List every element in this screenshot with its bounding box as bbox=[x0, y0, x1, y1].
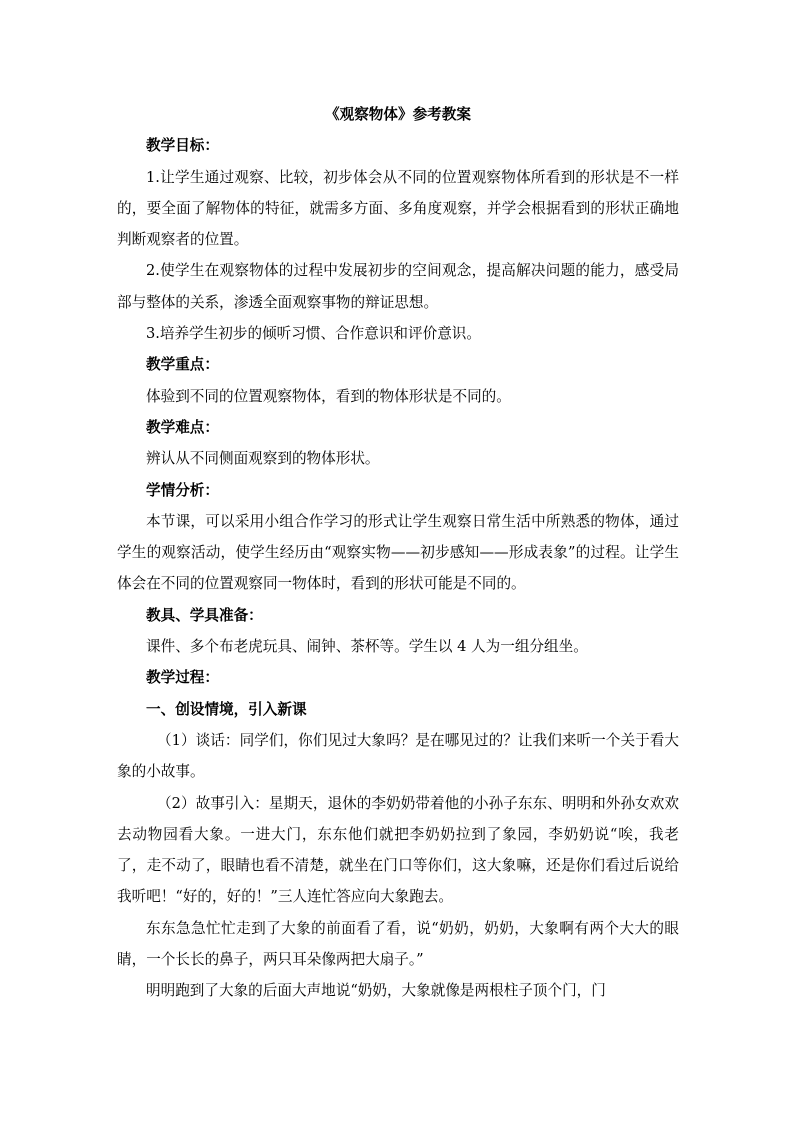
document-body bbox=[117, 99, 679, 1007]
preparation-text: 课件、多个布老虎玩具、闹钟、茶杯等。学生以 4 人为一组分组坐。 bbox=[146, 638, 588, 656]
objective-item: 3.培养学生初步的倾听习惯、合作意识和评价意识。 bbox=[146, 325, 481, 343]
step-one-item: （1）谈话：同学们，你们见过大象吗？是在哪见过的？让我们来听一个关于看大象的小故事。 bbox=[117, 731, 679, 781]
preparation-heading: 教具、学具准备： bbox=[146, 606, 263, 624]
key-point-heading: 教学重点： bbox=[146, 356, 219, 374]
difficulty-heading: 教学难点： bbox=[146, 418, 219, 436]
objectives-heading: 教学目标： bbox=[146, 137, 219, 155]
objective-item: 1.让学生通过观察、比较，初步体会从不同的位置观察物体所看到的形状是不一样的，要全面了解物体的特征，就需多方面、多角度观察，并学会根据看到的形状正确地判断观察者的位置。 bbox=[117, 168, 679, 249]
analysis-text: 本节课，可以采用小组合作学习的形式让学生观察日常生活中所熟悉的物体，通过学生的观察活动，使学生经历由“观察实物——初步感知——形成表象”的过程。让学生体会在不同的位置观察同一物体时，看到的形状可能是不同的。 bbox=[117, 512, 679, 593]
objective-item: 2.使学生在观察物体的过程中发展初步的空间观念，提高解决问题的能力，感受局部与整体的关系，渗透全面观察事物的辩证思想。 bbox=[117, 262, 679, 311]
step-one-item: （2）故事引入：星期天，退休的李奶奶带着他的小孙子东东、明明和外孙女欢欢去动物园看大象。一进大门，东东他们就把李奶奶拉到了象园，李奶奶说“唉，我老了，走不动了，眼睛也看不清楚，就坐在门口等你们，这大象嘛，还是你们看过后说给我听吧！“好的，好的！”三人连忙答应向大象跑去。 bbox=[117, 794, 679, 906]
key-point-text: 体验到不同的位置观察物体，看到的物体形状是不同的。 bbox=[146, 387, 511, 405]
page-title: 《观察物体》参考教案 bbox=[325, 106, 471, 123]
difficulty-text: 辨认从不同侧面观察到的物体形状。 bbox=[146, 450, 380, 468]
analysis-heading: 学情分析： bbox=[146, 481, 219, 499]
step-one-heading: 一、创设情境，引入新课 bbox=[146, 700, 307, 718]
story-paragraph: 明明跑到了大象的后面大声地说“奶奶，大象就像是两根柱子顶个门，门 bbox=[146, 982, 606, 1000]
story-paragraph: 东东急急忙忙走到了大象的前面看了看，说“奶奶，奶奶，大象啊有两个大大的眼睛，一个长长的鼻子，两只耳朵像两把大扇子。” bbox=[117, 919, 679, 969]
process-heading: 教学过程： bbox=[146, 669, 219, 687]
